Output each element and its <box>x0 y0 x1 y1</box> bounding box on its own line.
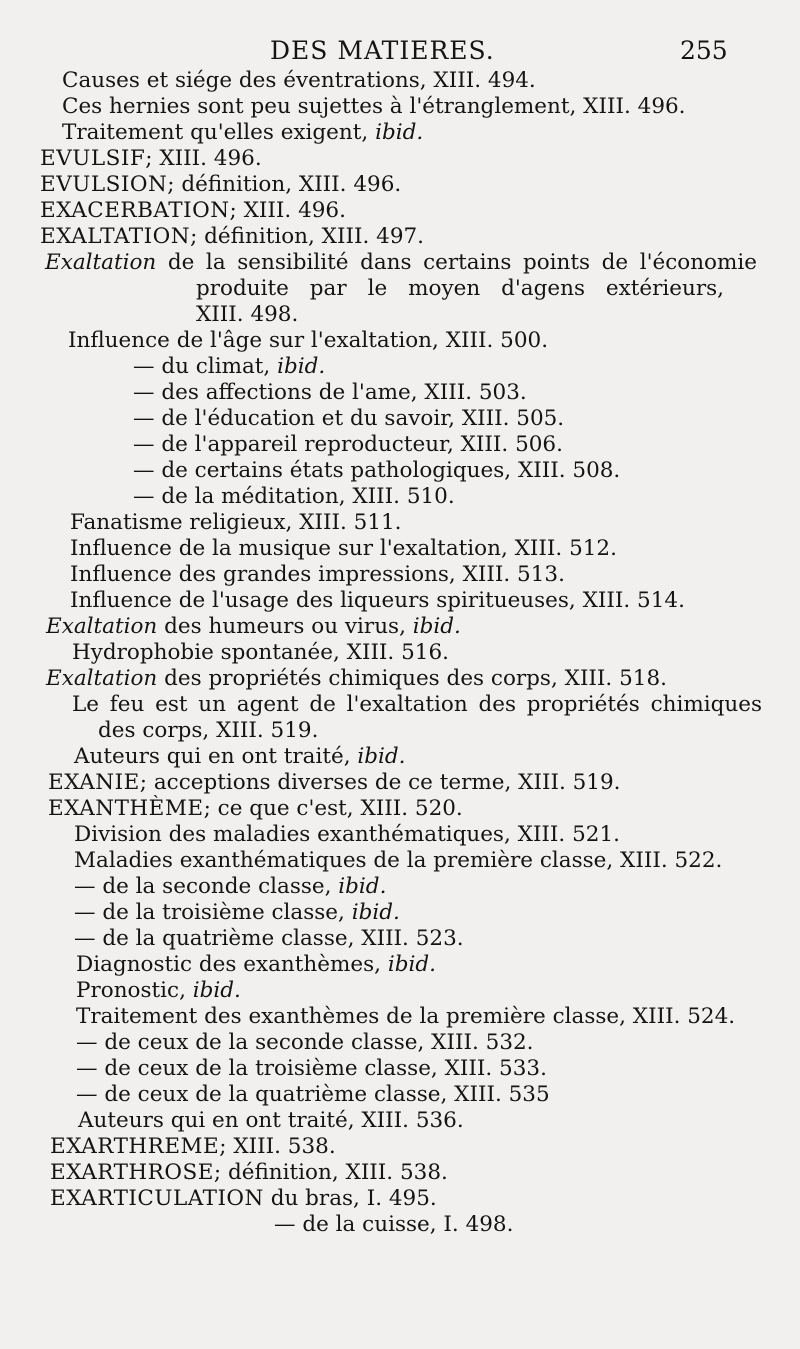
entry-text: — de ceux de la seconde classe, XIII. 532. <box>76 1030 534 1055</box>
index-line <box>133 432 563 458</box>
entry-text: du bras, I. 495. <box>263 1186 437 1211</box>
entry-text: Ces hernies sont peu sujettes à l'étranglement, XIII. 496. <box>62 94 686 119</box>
page-number: 255 <box>680 36 728 65</box>
index-line <box>72 692 762 718</box>
entry-text: — du climat, <box>133 354 278 379</box>
index-line <box>133 406 564 432</box>
index-line <box>74 874 386 900</box>
index-line <box>74 926 464 952</box>
italic-term: ibid. <box>412 614 461 639</box>
entry-text: — de la troisième classe, <box>74 900 352 925</box>
entry-text: produite par le moyen d'agens extérieurs, <box>196 276 724 301</box>
entry-text: Influence des grandes impressions, XIII. 513. <box>70 562 565 587</box>
italic-term: ibid. <box>387 952 436 977</box>
entry-text: ; XIII. 538. <box>219 1134 336 1159</box>
index-line <box>46 614 461 640</box>
entry-text: — des affections de l'ame, XIII. 503. <box>133 380 527 405</box>
index-line <box>76 978 241 1004</box>
entry-text: Auteurs qui en ont traité, XIII. 536. <box>78 1108 464 1133</box>
index-line <box>76 1056 547 1082</box>
entry-text: — de la méditation, XIII. 510. <box>133 484 455 509</box>
entry-text: ; définition, XIII. 538. <box>213 1160 448 1185</box>
index-line <box>78 1108 464 1134</box>
index-line <box>74 822 620 848</box>
entry-text: — de l'appareil reproducteur, XIII. 506. <box>133 432 563 457</box>
italic-term: ibid. <box>277 354 326 379</box>
entry-text: Influence de la musique sur l'exaltation, XIII. 512. <box>70 536 617 561</box>
entry-text: des propriétés chimiques des corps, XIII. 518. <box>157 666 667 691</box>
entry-text: Influence de l'usage des liqueurs spiritueuses, XIII. 514. <box>70 588 685 613</box>
index-line <box>70 562 565 588</box>
index-line <box>48 796 463 822</box>
headword: EXARTHREME <box>50 1134 220 1159</box>
index-line <box>45 250 757 276</box>
entry-text: Division des maladies exanthématiques, XIII. 521. <box>74 822 620 847</box>
entry-text: Fanatisme religieux, XIII. 511. <box>70 510 402 535</box>
headword: EXACERBATION <box>40 198 230 223</box>
index-line <box>62 68 536 94</box>
entry-text: Pronostic, <box>76 978 193 1003</box>
index-line <box>74 900 400 926</box>
italic-term: ibid. <box>338 874 387 899</box>
entry-text: — de la cuisse, I. 498. <box>274 1212 514 1237</box>
headword: EXARTICULATION <box>50 1186 264 1211</box>
entry-text: — de l'éducation et du savoir, XIII. 505. <box>133 406 565 431</box>
entry-text: Maladies exanthématiques de la première classe, XIII. 522. <box>74 848 723 873</box>
index-line <box>133 484 455 510</box>
italic-term: ibid. <box>375 120 424 145</box>
index-line <box>76 1082 550 1108</box>
index-line <box>98 718 318 744</box>
entry-text: Hydrophobie spontanée, XIII. 516. <box>72 640 449 665</box>
entry-text: Traitement des exanthèmes de la première classe, XIII. 524. <box>76 1004 736 1029</box>
headword: EXANIE <box>48 770 140 795</box>
entry-text: Auteurs qui en ont traité, <box>74 744 358 769</box>
headword: EVULSIF <box>40 146 146 171</box>
index-line <box>196 276 724 302</box>
running-title: DES MATIERES. <box>270 36 495 65</box>
italic-term: ibid. <box>351 900 400 925</box>
headword: EXANTHÈME <box>48 796 204 821</box>
entry-text: Traitement qu'elles exigent, <box>62 120 376 145</box>
index-line <box>70 588 685 614</box>
index-line <box>133 458 620 484</box>
index-line <box>68 328 548 354</box>
index-line <box>274 1212 513 1238</box>
index-line <box>74 744 406 770</box>
entry-text: Influence de l'âge sur l'exaltation, XIII. 500. <box>68 328 549 353</box>
index-line <box>62 120 423 146</box>
entry-text: des corps, XIII. 519. <box>98 718 319 743</box>
entry-text: — de la quatrième classe, XIII. 523. <box>74 926 464 951</box>
entry-text: Le feu est un agent de l'exaltation des propriétés chimiques <box>72 692 762 717</box>
italic-term: Exaltation <box>45 250 157 275</box>
italic-term: ibid. <box>192 978 241 1003</box>
entry-text: XIII. 498. <box>196 302 299 327</box>
entry-text: des humeurs ou virus, <box>157 614 413 639</box>
entry-text: — de la seconde classe, <box>74 874 339 899</box>
entry-text: Diagnostic des exanthèmes, <box>76 952 388 977</box>
headword: EVULSION <box>40 172 168 197</box>
index-line <box>62 94 686 120</box>
index-line <box>133 354 325 380</box>
entry-text: — de ceux de la troisième classe, XIII. 533. <box>76 1056 547 1081</box>
entry-text: de la sensibilité dans certains points de l'économie <box>156 250 757 275</box>
entry-text: Causes et siége des éventrations, XIII. 494. <box>62 68 536 93</box>
index-line <box>40 224 424 250</box>
italic-term: Exaltation <box>46 666 158 691</box>
index-line <box>70 510 402 536</box>
index-line <box>70 536 617 562</box>
entry-text: ; XIII. 496. <box>229 198 346 223</box>
entry-text: — de ceux de la quatrième classe, XIII. 535 <box>76 1082 550 1107</box>
index-line <box>76 952 436 978</box>
index-line <box>50 1160 448 1186</box>
index-line <box>196 302 298 328</box>
index-line <box>76 1030 534 1056</box>
headword: EXARTHROSE <box>50 1160 214 1185</box>
index-line <box>50 1134 336 1160</box>
index-line <box>72 640 449 666</box>
index-line <box>50 1186 437 1212</box>
headword: EXALTATION <box>40 224 191 249</box>
index-line <box>46 666 667 692</box>
index-line <box>40 198 346 224</box>
index-line <box>48 770 620 796</box>
index-line <box>40 172 401 198</box>
entry-text: ; acceptions diverses de ce terme, XIII. 519. <box>139 770 621 795</box>
italic-term: Exaltation <box>46 614 158 639</box>
index-line <box>74 848 722 874</box>
entry-text: ; définition, XIII. 497. <box>190 224 425 249</box>
entry-text: ; ce que c'est, XIII. 520. <box>203 796 463 821</box>
entry-text: — de certains états pathologiques, XIII. 508. <box>133 458 621 483</box>
index-line <box>76 1004 735 1030</box>
entry-text: ; définition, XIII. 496. <box>167 172 402 197</box>
index-line <box>40 146 262 172</box>
italic-term: ibid. <box>357 744 406 769</box>
entry-text: ; XIII. 496. <box>145 146 262 171</box>
index-line <box>133 380 527 406</box>
